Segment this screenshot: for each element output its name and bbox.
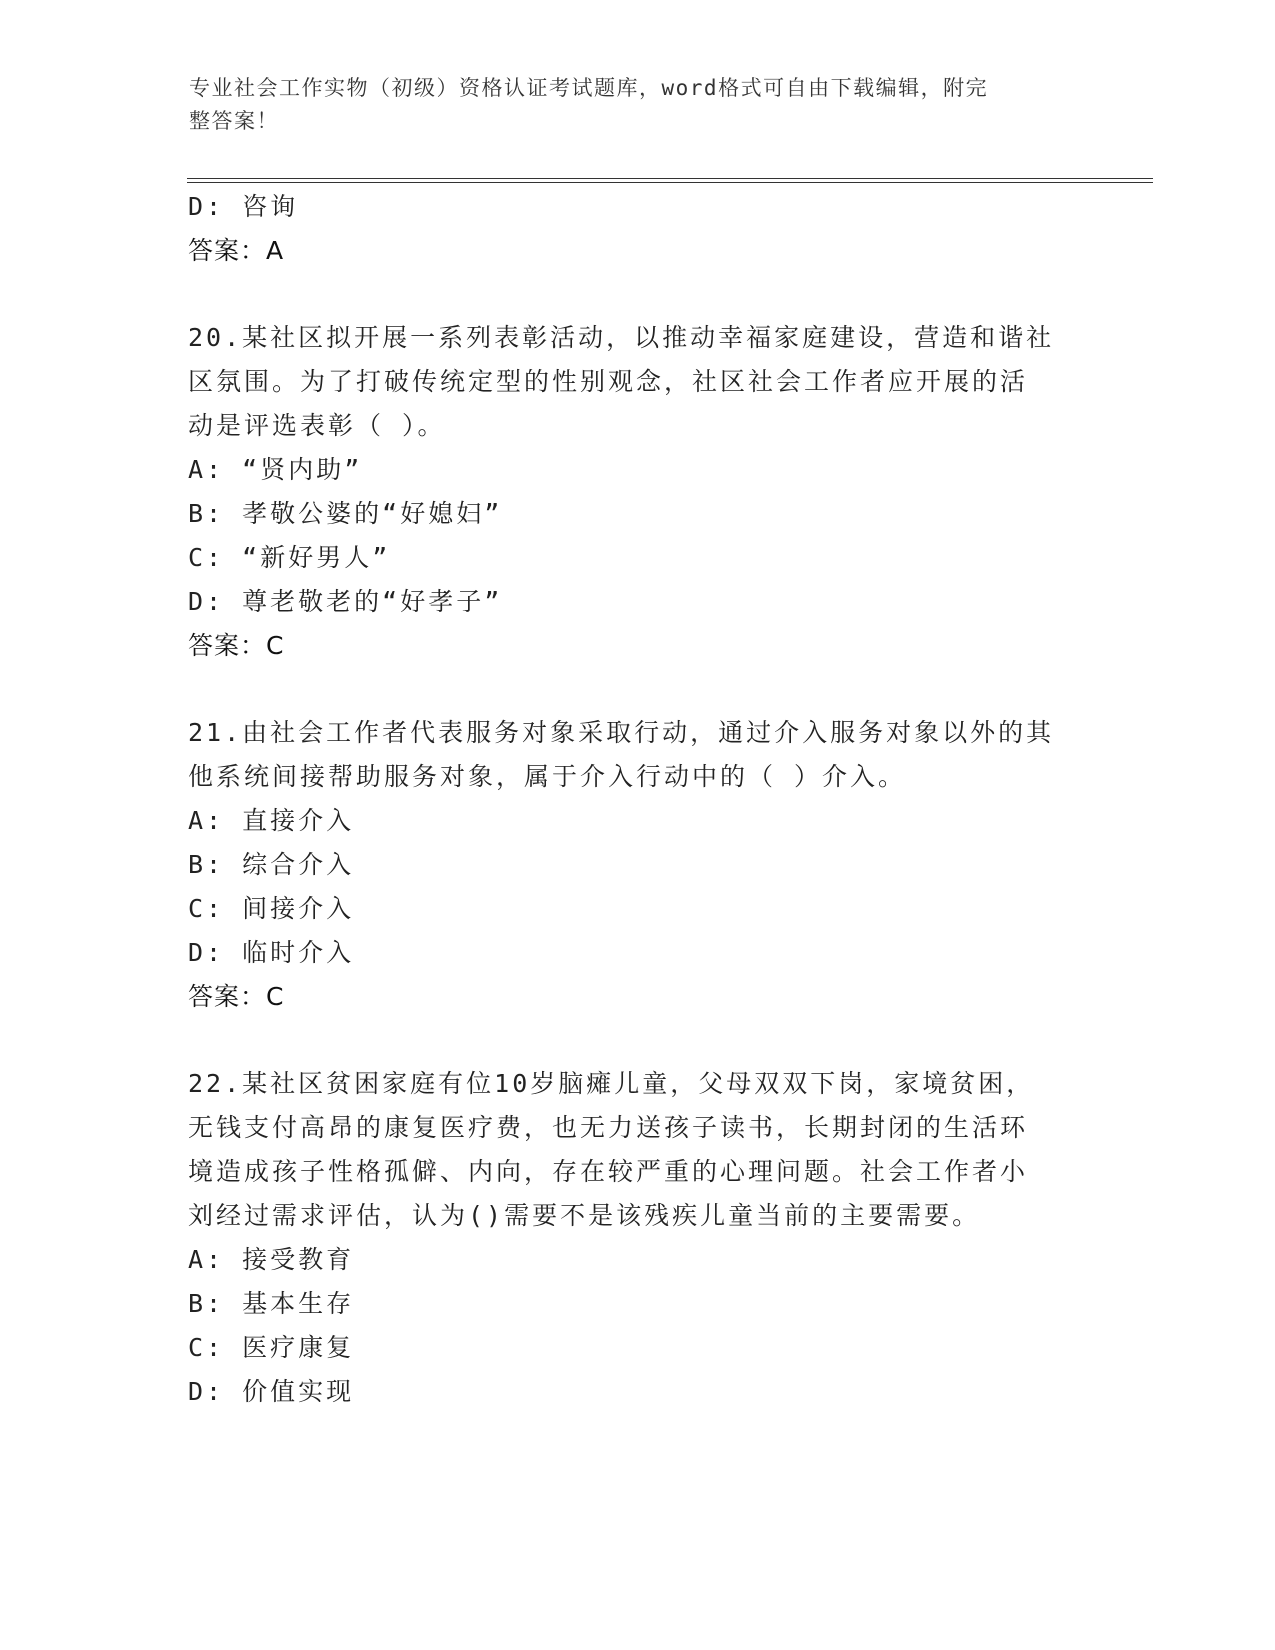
question-22-option-b: B: 基本生存 [188,1289,355,1318]
header-divider-bottom [187,182,1153,183]
question-21-option-d: D: 临时介入 [188,938,355,967]
question-20-text-1: 20.某社区拟开展一系列表彰活动，以推动幸福家庭建设，营造和谐社 [188,323,1055,352]
question-22-text-2: 无钱支付高昂的康复医疗费，也无力送孩子读书，长期封闭的生活环 [188,1113,1029,1142]
question-21-option-b: B: 综合介入 [188,850,355,879]
header-line-1: 专业社会工作实物（初级）资格认证考试题库，word格式可自由下载编辑，附完 [189,76,989,100]
question-22-option-c: C: 医疗康复 [188,1333,355,1362]
question-22-option-a: A: 接受教育 [188,1245,355,1274]
question-20-answer: 答案：C [188,631,285,660]
page-header [189,72,1069,138]
question-22-option-d: D: 价值实现 [188,1377,355,1406]
prev-answer: 答案：A [188,236,285,265]
question-21-option-c: C: 间接介入 [188,894,355,923]
question-20-option-d: D: 尊老敬老的“好孝子” [188,587,503,616]
header-line-2: 整答案！ [189,109,279,133]
question-20-option-c: C: “新好男人” [188,543,391,572]
question-20-option-a: A: “贤内助” [188,455,363,484]
question-21-option-a: A: 直接介入 [188,806,355,835]
question-21-text-1: 21.由社会工作者代表服务对象采取行动，通过介入服务对象以外的其 [188,718,1055,747]
question-21-answer: 答案：C [188,982,285,1011]
question-20-text-3: 动是评选表彰（ ）。 [188,411,446,440]
question-20-option-b: B: 孝敬公婆的“好媳妇” [188,499,503,528]
question-21-text-2: 他系统间接帮助服务对象，属于介入行动中的（ ）介入。 [188,762,907,791]
question-22-text-3: 境造成孩子性格孤僻、内向，存在较严重的心理问题。社会工作者小 [188,1157,1029,1186]
prev-option-d: D: 咨询 [188,192,299,221]
header-divider-top [187,178,1153,179]
question-22-text-1: 22.某社区贫困家庭有位10岁脑瘫儿童，父母双双下岗，家境贫困， [188,1069,1035,1098]
question-22-text-4: 刘经过需求评估，认为()需要不是该残疾儿童当前的主要需要。 [188,1201,981,1230]
question-20-text-2: 区氛围。为了打破传统定型的性别观念，社区社会工作者应开展的活 [188,367,1029,396]
